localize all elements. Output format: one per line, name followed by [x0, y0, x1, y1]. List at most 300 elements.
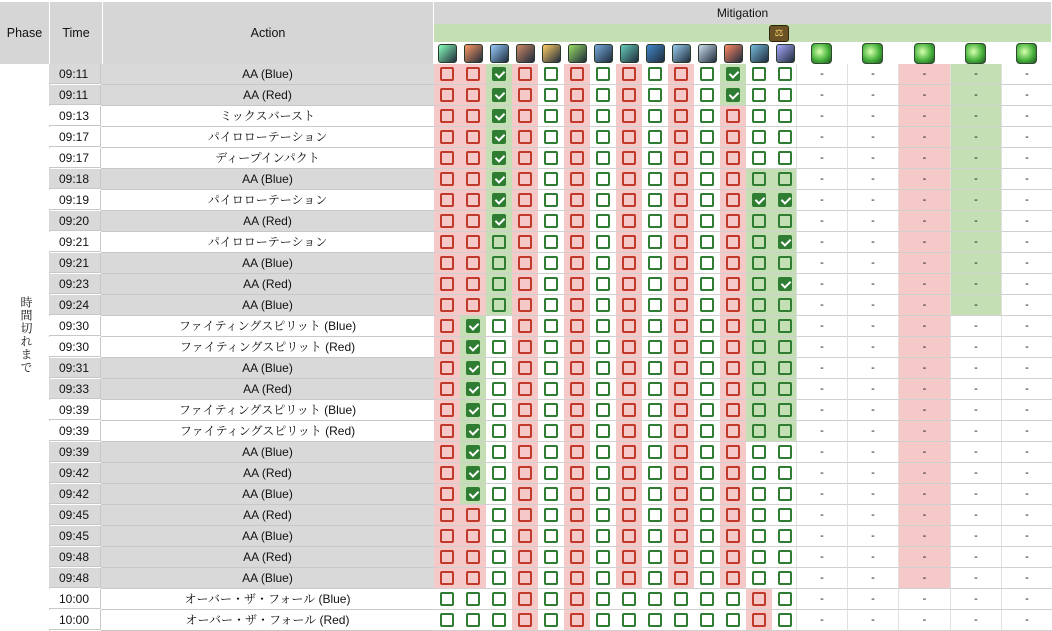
- unchecked-checkbox[interactable]: [752, 550, 766, 564]
- unchecked-checkbox[interactable]: [492, 613, 506, 627]
- unchecked-checkbox[interactable]: [492, 298, 506, 312]
- unchecked-checkbox[interactable]: [466, 550, 480, 564]
- unchecked-checkbox[interactable]: [466, 88, 480, 102]
- unchecked-checkbox[interactable]: [570, 151, 584, 165]
- unchecked-checkbox[interactable]: [622, 298, 636, 312]
- unchecked-checkbox[interactable]: [466, 67, 480, 81]
- unchecked-checkbox[interactable]: [726, 151, 740, 165]
- unchecked-checkbox[interactable]: [700, 319, 714, 333]
- unchecked-checkbox[interactable]: [518, 361, 532, 375]
- unchecked-checkbox[interactable]: [518, 592, 532, 606]
- unchecked-checkbox[interactable]: [726, 172, 740, 186]
- unchecked-checkbox[interactable]: [726, 340, 740, 354]
- checked-checkbox[interactable]: [466, 403, 480, 417]
- unchecked-checkbox[interactable]: [492, 235, 506, 249]
- checked-checkbox[interactable]: [778, 193, 792, 207]
- unchecked-checkbox[interactable]: [440, 613, 454, 627]
- unchecked-checkbox[interactable]: [778, 361, 792, 375]
- unchecked-checkbox[interactable]: [570, 277, 584, 291]
- unchecked-checkbox[interactable]: [752, 151, 766, 165]
- unchecked-checkbox[interactable]: [622, 466, 636, 480]
- unchecked-checkbox[interactable]: [622, 592, 636, 606]
- unchecked-checkbox[interactable]: [648, 445, 662, 459]
- unchecked-checkbox[interactable]: [752, 361, 766, 375]
- unchecked-checkbox[interactable]: [674, 403, 688, 417]
- unchecked-checkbox[interactable]: [596, 151, 610, 165]
- unchecked-checkbox[interactable]: [596, 550, 610, 564]
- unchecked-checkbox[interactable]: [778, 613, 792, 627]
- unchecked-checkbox[interactable]: [726, 214, 740, 228]
- unchecked-checkbox[interactable]: [648, 88, 662, 102]
- unchecked-checkbox[interactable]: [700, 340, 714, 354]
- unchecked-checkbox[interactable]: [518, 445, 532, 459]
- unchecked-checkbox[interactable]: [596, 571, 610, 585]
- unchecked-checkbox[interactable]: [674, 508, 688, 522]
- unchecked-checkbox[interactable]: [492, 256, 506, 270]
- unchecked-checkbox[interactable]: [596, 130, 610, 144]
- unchecked-checkbox[interactable]: [518, 67, 532, 81]
- unchecked-checkbox[interactable]: [518, 130, 532, 144]
- unchecked-checkbox[interactable]: [544, 277, 558, 291]
- unchecked-checkbox[interactable]: [440, 277, 454, 291]
- unchecked-checkbox[interactable]: [674, 130, 688, 144]
- unchecked-checkbox[interactable]: [622, 109, 636, 123]
- checked-checkbox[interactable]: [492, 151, 506, 165]
- unchecked-checkbox[interactable]: [440, 256, 454, 270]
- unchecked-checkbox[interactable]: [726, 466, 740, 480]
- checked-checkbox[interactable]: [492, 109, 506, 123]
- unchecked-checkbox[interactable]: [778, 88, 792, 102]
- unchecked-checkbox[interactable]: [622, 508, 636, 522]
- unchecked-checkbox[interactable]: [648, 235, 662, 249]
- unchecked-checkbox[interactable]: [596, 529, 610, 543]
- unchecked-checkbox[interactable]: [596, 193, 610, 207]
- unchecked-checkbox[interactable]: [726, 424, 740, 438]
- unchecked-checkbox[interactable]: [544, 550, 558, 564]
- unchecked-checkbox[interactable]: [544, 151, 558, 165]
- unchecked-checkbox[interactable]: [752, 109, 766, 123]
- unchecked-checkbox[interactable]: [700, 466, 714, 480]
- unchecked-checkbox[interactable]: [518, 382, 532, 396]
- unchecked-checkbox[interactable]: [726, 529, 740, 543]
- unchecked-checkbox[interactable]: [570, 109, 584, 123]
- unchecked-checkbox[interactable]: [596, 508, 610, 522]
- unchecked-checkbox[interactable]: [648, 508, 662, 522]
- unchecked-checkbox[interactable]: [466, 151, 480, 165]
- unchecked-checkbox[interactable]: [570, 340, 584, 354]
- unchecked-checkbox[interactable]: [466, 235, 480, 249]
- unchecked-checkbox[interactable]: [726, 361, 740, 375]
- unchecked-checkbox[interactable]: [726, 487, 740, 501]
- unchecked-checkbox[interactable]: [544, 361, 558, 375]
- unchecked-checkbox[interactable]: [700, 130, 714, 144]
- unchecked-checkbox[interactable]: [466, 592, 480, 606]
- unchecked-checkbox[interactable]: [674, 529, 688, 543]
- checked-checkbox[interactable]: [492, 67, 506, 81]
- unchecked-checkbox[interactable]: [492, 529, 506, 543]
- unchecked-checkbox[interactable]: [492, 424, 506, 438]
- unchecked-checkbox[interactable]: [622, 151, 636, 165]
- unchecked-checkbox[interactable]: [752, 613, 766, 627]
- unchecked-checkbox[interactable]: [700, 613, 714, 627]
- unchecked-checkbox[interactable]: [648, 382, 662, 396]
- unchecked-checkbox[interactable]: [622, 193, 636, 207]
- unchecked-checkbox[interactable]: [570, 67, 584, 81]
- unchecked-checkbox[interactable]: [726, 571, 740, 585]
- unchecked-checkbox[interactable]: [778, 172, 792, 186]
- unchecked-checkbox[interactable]: [518, 109, 532, 123]
- unchecked-checkbox[interactable]: [674, 88, 688, 102]
- checked-checkbox[interactable]: [492, 193, 506, 207]
- checked-checkbox[interactable]: [466, 487, 480, 501]
- unchecked-checkbox[interactable]: [700, 151, 714, 165]
- unchecked-checkbox[interactable]: [492, 592, 506, 606]
- unchecked-checkbox[interactable]: [622, 424, 636, 438]
- unchecked-checkbox[interactable]: [778, 529, 792, 543]
- unchecked-checkbox[interactable]: [544, 67, 558, 81]
- unchecked-checkbox[interactable]: [700, 592, 714, 606]
- unchecked-checkbox[interactable]: [440, 193, 454, 207]
- unchecked-checkbox[interactable]: [492, 277, 506, 291]
- unchecked-checkbox[interactable]: [622, 256, 636, 270]
- unchecked-checkbox[interactable]: [622, 361, 636, 375]
- unchecked-checkbox[interactable]: [544, 508, 558, 522]
- unchecked-checkbox[interactable]: [622, 529, 636, 543]
- unchecked-checkbox[interactable]: [440, 88, 454, 102]
- unchecked-checkbox[interactable]: [466, 571, 480, 585]
- checked-checkbox[interactable]: [492, 130, 506, 144]
- unchecked-checkbox[interactable]: [648, 592, 662, 606]
- unchecked-checkbox[interactable]: [466, 277, 480, 291]
- checked-checkbox[interactable]: [466, 382, 480, 396]
- unchecked-checkbox[interactable]: [518, 403, 532, 417]
- unchecked-checkbox[interactable]: [648, 319, 662, 333]
- unchecked-checkbox[interactable]: [674, 424, 688, 438]
- unchecked-checkbox[interactable]: [700, 88, 714, 102]
- unchecked-checkbox[interactable]: [596, 88, 610, 102]
- unchecked-checkbox[interactable]: [778, 340, 792, 354]
- unchecked-checkbox[interactable]: [648, 256, 662, 270]
- checked-checkbox[interactable]: [466, 466, 480, 480]
- unchecked-checkbox[interactable]: [752, 571, 766, 585]
- unchecked-checkbox[interactable]: [492, 340, 506, 354]
- unchecked-checkbox[interactable]: [570, 298, 584, 312]
- unchecked-checkbox[interactable]: [596, 445, 610, 459]
- unchecked-checkbox[interactable]: [674, 109, 688, 123]
- unchecked-checkbox[interactable]: [466, 508, 480, 522]
- unchecked-checkbox[interactable]: [466, 529, 480, 543]
- unchecked-checkbox[interactable]: [570, 256, 584, 270]
- unchecked-checkbox[interactable]: [752, 319, 766, 333]
- unchecked-checkbox[interactable]: [674, 151, 688, 165]
- unchecked-checkbox[interactable]: [726, 613, 740, 627]
- unchecked-checkbox[interactable]: [492, 319, 506, 333]
- unchecked-checkbox[interactable]: [492, 403, 506, 417]
- unchecked-checkbox[interactable]: [726, 403, 740, 417]
- unchecked-checkbox[interactable]: [440, 340, 454, 354]
- unchecked-checkbox[interactable]: [518, 151, 532, 165]
- unchecked-checkbox[interactable]: [570, 613, 584, 627]
- unchecked-checkbox[interactable]: [544, 340, 558, 354]
- unchecked-checkbox[interactable]: [466, 298, 480, 312]
- unchecked-checkbox[interactable]: [778, 130, 792, 144]
- unchecked-checkbox[interactable]: [778, 487, 792, 501]
- unchecked-checkbox[interactable]: [518, 319, 532, 333]
- unchecked-checkbox[interactable]: [596, 466, 610, 480]
- unchecked-checkbox[interactable]: [570, 319, 584, 333]
- unchecked-checkbox[interactable]: [544, 298, 558, 312]
- unchecked-checkbox[interactable]: [700, 550, 714, 564]
- unchecked-checkbox[interactable]: [700, 172, 714, 186]
- unchecked-checkbox[interactable]: [674, 214, 688, 228]
- unchecked-checkbox[interactable]: [674, 382, 688, 396]
- unchecked-checkbox[interactable]: [544, 403, 558, 417]
- unchecked-checkbox[interactable]: [440, 109, 454, 123]
- unchecked-checkbox[interactable]: [492, 508, 506, 522]
- unchecked-checkbox[interactable]: [752, 277, 766, 291]
- unchecked-checkbox[interactable]: [648, 277, 662, 291]
- unchecked-checkbox[interactable]: [440, 151, 454, 165]
- unchecked-checkbox[interactable]: [622, 319, 636, 333]
- unchecked-checkbox[interactable]: [778, 382, 792, 396]
- unchecked-checkbox[interactable]: [518, 466, 532, 480]
- unchecked-checkbox[interactable]: [700, 361, 714, 375]
- unchecked-checkbox[interactable]: [778, 550, 792, 564]
- unchecked-checkbox[interactable]: [544, 487, 558, 501]
- unchecked-checkbox[interactable]: [440, 466, 454, 480]
- unchecked-checkbox[interactable]: [700, 529, 714, 543]
- checked-checkbox[interactable]: [492, 88, 506, 102]
- unchecked-checkbox[interactable]: [674, 298, 688, 312]
- unchecked-checkbox[interactable]: [648, 109, 662, 123]
- checked-checkbox[interactable]: [726, 67, 740, 81]
- unchecked-checkbox[interactable]: [440, 592, 454, 606]
- unchecked-checkbox[interactable]: [778, 109, 792, 123]
- unchecked-checkbox[interactable]: [622, 613, 636, 627]
- unchecked-checkbox[interactable]: [440, 382, 454, 396]
- unchecked-checkbox[interactable]: [622, 571, 636, 585]
- unchecked-checkbox[interactable]: [674, 172, 688, 186]
- unchecked-checkbox[interactable]: [674, 235, 688, 249]
- unchecked-checkbox[interactable]: [778, 403, 792, 417]
- unchecked-checkbox[interactable]: [752, 529, 766, 543]
- unchecked-checkbox[interactable]: [518, 340, 532, 354]
- unchecked-checkbox[interactable]: [700, 277, 714, 291]
- unchecked-checkbox[interactable]: [622, 88, 636, 102]
- unchecked-checkbox[interactable]: [596, 319, 610, 333]
- unchecked-checkbox[interactable]: [778, 151, 792, 165]
- unchecked-checkbox[interactable]: [648, 529, 662, 543]
- unchecked-checkbox[interactable]: [726, 508, 740, 522]
- unchecked-checkbox[interactable]: [492, 571, 506, 585]
- unchecked-checkbox[interactable]: [674, 319, 688, 333]
- unchecked-checkbox[interactable]: [752, 340, 766, 354]
- unchecked-checkbox[interactable]: [700, 214, 714, 228]
- unchecked-checkbox[interactable]: [622, 340, 636, 354]
- unchecked-checkbox[interactable]: [596, 403, 610, 417]
- unchecked-checkbox[interactable]: [570, 361, 584, 375]
- unchecked-checkbox[interactable]: [752, 130, 766, 144]
- unchecked-checkbox[interactable]: [440, 508, 454, 522]
- unchecked-checkbox[interactable]: [752, 382, 766, 396]
- unchecked-checkbox[interactable]: [726, 256, 740, 270]
- unchecked-checkbox[interactable]: [596, 256, 610, 270]
- unchecked-checkbox[interactable]: [596, 235, 610, 249]
- unchecked-checkbox[interactable]: [726, 592, 740, 606]
- unchecked-checkbox[interactable]: [440, 235, 454, 249]
- unchecked-checkbox[interactable]: [752, 214, 766, 228]
- unchecked-checkbox[interactable]: [570, 382, 584, 396]
- unchecked-checkbox[interactable]: [518, 613, 532, 627]
- unchecked-checkbox[interactable]: [648, 151, 662, 165]
- unchecked-checkbox[interactable]: [518, 550, 532, 564]
- unchecked-checkbox[interactable]: [752, 88, 766, 102]
- checked-checkbox[interactable]: [492, 214, 506, 228]
- unchecked-checkbox[interactable]: [700, 424, 714, 438]
- unchecked-checkbox[interactable]: [648, 571, 662, 585]
- unchecked-checkbox[interactable]: [544, 571, 558, 585]
- unchecked-checkbox[interactable]: [544, 424, 558, 438]
- unchecked-checkbox[interactable]: [440, 214, 454, 228]
- unchecked-checkbox[interactable]: [674, 550, 688, 564]
- unchecked-checkbox[interactable]: [570, 193, 584, 207]
- unchecked-checkbox[interactable]: [440, 319, 454, 333]
- unchecked-checkbox[interactable]: [778, 508, 792, 522]
- unchecked-checkbox[interactable]: [674, 277, 688, 291]
- unchecked-checkbox[interactable]: [440, 550, 454, 564]
- checked-checkbox[interactable]: [466, 361, 480, 375]
- unchecked-checkbox[interactable]: [570, 592, 584, 606]
- unchecked-checkbox[interactable]: [466, 130, 480, 144]
- unchecked-checkbox[interactable]: [466, 109, 480, 123]
- unchecked-checkbox[interactable]: [752, 235, 766, 249]
- unchecked-checkbox[interactable]: [622, 277, 636, 291]
- unchecked-checkbox[interactable]: [544, 466, 558, 480]
- unchecked-checkbox[interactable]: [518, 571, 532, 585]
- unchecked-checkbox[interactable]: [648, 487, 662, 501]
- unchecked-checkbox[interactable]: [752, 256, 766, 270]
- unchecked-checkbox[interactable]: [440, 529, 454, 543]
- unchecked-checkbox[interactable]: [596, 109, 610, 123]
- unchecked-checkbox[interactable]: [726, 319, 740, 333]
- checked-checkbox[interactable]: [752, 193, 766, 207]
- unchecked-checkbox[interactable]: [466, 256, 480, 270]
- unchecked-checkbox[interactable]: [674, 613, 688, 627]
- unchecked-checkbox[interactable]: [518, 424, 532, 438]
- unchecked-checkbox[interactable]: [726, 298, 740, 312]
- unchecked-checkbox[interactable]: [570, 214, 584, 228]
- unchecked-checkbox[interactable]: [752, 298, 766, 312]
- unchecked-checkbox[interactable]: [648, 613, 662, 627]
- unchecked-checkbox[interactable]: [518, 172, 532, 186]
- unchecked-checkbox[interactable]: [752, 67, 766, 81]
- unchecked-checkbox[interactable]: [544, 445, 558, 459]
- unchecked-checkbox[interactable]: [544, 613, 558, 627]
- unchecked-checkbox[interactable]: [778, 445, 792, 459]
- unchecked-checkbox[interactable]: [570, 172, 584, 186]
- unchecked-checkbox[interactable]: [700, 382, 714, 396]
- unchecked-checkbox[interactable]: [726, 235, 740, 249]
- checked-checkbox[interactable]: [466, 319, 480, 333]
- unchecked-checkbox[interactable]: [648, 214, 662, 228]
- checked-checkbox[interactable]: [492, 172, 506, 186]
- unchecked-checkbox[interactable]: [596, 613, 610, 627]
- unchecked-checkbox[interactable]: [752, 592, 766, 606]
- unchecked-checkbox[interactable]: [466, 172, 480, 186]
- unchecked-checkbox[interactable]: [596, 67, 610, 81]
- unchecked-checkbox[interactable]: [752, 466, 766, 480]
- unchecked-checkbox[interactable]: [440, 298, 454, 312]
- unchecked-checkbox[interactable]: [700, 571, 714, 585]
- checked-checkbox[interactable]: [466, 445, 480, 459]
- unchecked-checkbox[interactable]: [544, 214, 558, 228]
- unchecked-checkbox[interactable]: [674, 571, 688, 585]
- unchecked-checkbox[interactable]: [752, 172, 766, 186]
- unchecked-checkbox[interactable]: [674, 487, 688, 501]
- unchecked-checkbox[interactable]: [596, 382, 610, 396]
- unchecked-checkbox[interactable]: [726, 109, 740, 123]
- unchecked-checkbox[interactable]: [544, 382, 558, 396]
- unchecked-checkbox[interactable]: [596, 592, 610, 606]
- unchecked-checkbox[interactable]: [648, 361, 662, 375]
- unchecked-checkbox[interactable]: [752, 403, 766, 417]
- unchecked-checkbox[interactable]: [518, 88, 532, 102]
- unchecked-checkbox[interactable]: [466, 193, 480, 207]
- unchecked-checkbox[interactable]: [570, 424, 584, 438]
- unchecked-checkbox[interactable]: [648, 403, 662, 417]
- unchecked-checkbox[interactable]: [726, 193, 740, 207]
- unchecked-checkbox[interactable]: [570, 487, 584, 501]
- unchecked-checkbox[interactable]: [726, 277, 740, 291]
- checked-checkbox[interactable]: [778, 235, 792, 249]
- unchecked-checkbox[interactable]: [570, 235, 584, 249]
- unchecked-checkbox[interactable]: [700, 193, 714, 207]
- unchecked-checkbox[interactable]: [518, 256, 532, 270]
- unchecked-checkbox[interactable]: [700, 487, 714, 501]
- unchecked-checkbox[interactable]: [544, 109, 558, 123]
- unchecked-checkbox[interactable]: [440, 487, 454, 501]
- unchecked-checkbox[interactable]: [492, 445, 506, 459]
- unchecked-checkbox[interactable]: [726, 382, 740, 396]
- unchecked-checkbox[interactable]: [440, 445, 454, 459]
- unchecked-checkbox[interactable]: [622, 445, 636, 459]
- unchecked-checkbox[interactable]: [622, 403, 636, 417]
- unchecked-checkbox[interactable]: [440, 424, 454, 438]
- unchecked-checkbox[interactable]: [726, 445, 740, 459]
- unchecked-checkbox[interactable]: [778, 67, 792, 81]
- unchecked-checkbox[interactable]: [700, 256, 714, 270]
- unchecked-checkbox[interactable]: [440, 172, 454, 186]
- unchecked-checkbox[interactable]: [570, 508, 584, 522]
- unchecked-checkbox[interactable]: [622, 235, 636, 249]
- unchecked-checkbox[interactable]: [648, 193, 662, 207]
- checked-checkbox[interactable]: [466, 424, 480, 438]
- unchecked-checkbox[interactable]: [518, 214, 532, 228]
- unchecked-checkbox[interactable]: [700, 508, 714, 522]
- unchecked-checkbox[interactable]: [622, 382, 636, 396]
- unchecked-checkbox[interactable]: [544, 193, 558, 207]
- checked-checkbox[interactable]: [726, 88, 740, 102]
- unchecked-checkbox[interactable]: [544, 256, 558, 270]
- unchecked-checkbox[interactable]: [518, 508, 532, 522]
- unchecked-checkbox[interactable]: [570, 550, 584, 564]
- unchecked-checkbox[interactable]: [648, 298, 662, 312]
- unchecked-checkbox[interactable]: [674, 445, 688, 459]
- unchecked-checkbox[interactable]: [726, 550, 740, 564]
- unchecked-checkbox[interactable]: [570, 88, 584, 102]
- unchecked-checkbox[interactable]: [674, 340, 688, 354]
- unchecked-checkbox[interactable]: [622, 550, 636, 564]
